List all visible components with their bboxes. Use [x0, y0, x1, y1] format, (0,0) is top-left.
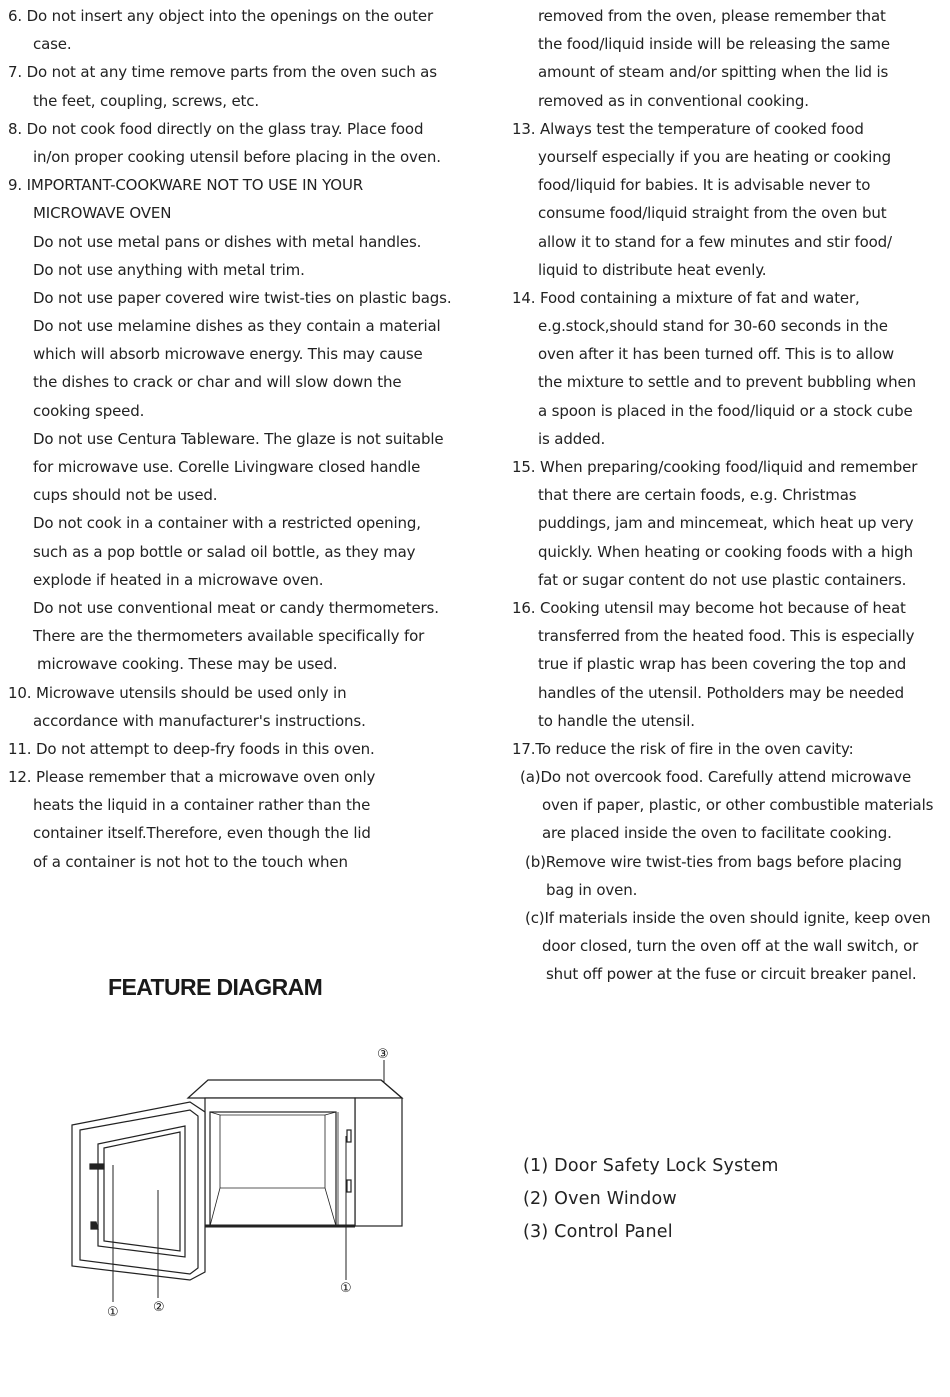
text-line: 12. Please remember that a microwave oven only [8, 768, 376, 787]
text-line: 9. IMPORTANT-COOKWARE NOT TO USE IN YOUR [8, 176, 364, 195]
text-line: fat or sugar content do not use plastic containers. [538, 570, 907, 589]
text-line: There are the thermometers available specifically for [33, 627, 425, 646]
text-line: removed as in conventional cooking. [538, 91, 809, 110]
legend-item: (1) Door Safety Lock System [523, 1156, 779, 1176]
cabinet-top [188, 1080, 402, 1098]
latch-receiver [347, 1180, 351, 1192]
text-line: oven after it has been turned off. This is to allow [538, 345, 894, 364]
text-line: are placed inside the oven to facilitate cooking. [542, 824, 892, 843]
text-line: removed from the oven, please remember that [538, 7, 886, 25]
text-line: 6. Do not insert any object into the openings on the outer [8, 7, 433, 25]
door-hook [90, 1164, 104, 1169]
text-line: case. [33, 35, 72, 54]
text-line: 16. Cooking utensil may become hot because of heat [512, 598, 906, 617]
text-line: handles of the utensil. Potholders may be needed [538, 683, 905, 702]
text-line: is added. [538, 429, 606, 448]
text-line: consume food/liquid straight from the oven but [538, 204, 887, 223]
text-line: that there are certain foods, e.g. Christmas [538, 486, 857, 505]
text-line: quickly. When heating or cooking foods with a high [538, 542, 914, 561]
text-line: such as a pop bottle or salad oil bottle, as they may [33, 542, 416, 561]
text-line: Do not use conventional meat or candy thermometers. [33, 598, 439, 617]
text-line: oven if paper, plastic, or other combustible materials [542, 796, 934, 815]
text-line: (b)Remove wire twist-ties from bags before placing [525, 852, 902, 871]
text-line: accordance with manufacturer's instructions. [33, 711, 366, 730]
text-line: bag in oven. [546, 880, 638, 899]
text-line: 14. Food containing a mixture of fat and water, [512, 288, 860, 307]
callout-oven-window: ② [153, 1300, 165, 1315]
text-line: in/on proper cooking utensil before placing in the oven. [33, 147, 441, 166]
text-line: Do not use metal pans or dishes with metal handles. [33, 232, 422, 251]
text-line: shut off power at the fuse or circuit breaker panel. [546, 965, 917, 984]
legend-item: (3) Control Panel [523, 1222, 673, 1242]
text-line: 11. Do not attempt to deep-fry foods in this oven. [8, 739, 375, 758]
text-line: Do not cook in a container with a restricted opening, [33, 514, 421, 533]
text-line: 13. Always test the temperature of cooked food [512, 119, 864, 138]
text-line: the dishes to crack or char and will slow down the [33, 373, 402, 392]
text-line: the mixture to settle and to prevent bubbling when [538, 373, 916, 392]
text-line: Do not use melamine dishes as they contain a material [33, 317, 441, 336]
text-line: allow it to stand for a few minutes and stir food/ [538, 232, 892, 251]
left-text-column [8, 2, 478, 876]
text-line: 17.To reduce the risk of fire in the oven cavity: [512, 739, 854, 758]
control-panel [355, 1098, 402, 1226]
text-line: of a container is not hot to the touch when [33, 852, 348, 871]
text-line: the food/liquid inside will be releasing the same [538, 35, 890, 54]
text-line: container itself.Therefore, even though the lid [33, 824, 371, 843]
text-line: a spoon is placed in the food/liquid or a stock cube [538, 401, 913, 420]
text-line: puddings, jam and mincemeat, which heat up very [538, 514, 914, 533]
text-line: 8. Do not cook food directly on the glass tray. Place food [8, 119, 424, 138]
text-line: microwave cooking. These may be used. [37, 655, 338, 674]
text-line: 10. Microwave utensils should be used only in [8, 683, 347, 702]
text-line: true if plastic wrap has been covering the top and [538, 655, 907, 674]
text-line: cups should not be used. [33, 486, 218, 505]
text-line: heats the liquid in a container rather than the [33, 796, 371, 815]
text-line: (a)Do not overcook food. Carefully attend microwave [520, 768, 912, 787]
text-line: explode if heated in a microwave oven. [33, 570, 324, 589]
callout-control-panel: ③ [377, 1047, 389, 1062]
right-text-column [512, 2, 948, 989]
feature-diagram-title: FEATURE DIAGRAM [108, 974, 323, 1000]
callout-door-lock-left: ① [107, 1305, 119, 1320]
text-line: Do not use Centura Tableware. The glaze is not suitable [33, 429, 444, 448]
text-line: MICROWAVE OVEN [33, 204, 172, 223]
text-line: 15. When preparing/cooking food/liquid and remember [512, 458, 918, 476]
microwave-diagram [60, 1040, 420, 1330]
callout-door-lock-right: ① [340, 1281, 352, 1296]
text-line: 7. Do not at any time remove parts from the oven such as [8, 63, 437, 82]
text-line: Do not use paper covered wire twist-ties on plastic bags. [33, 288, 452, 307]
text-line: to handle the utensil. [538, 711, 695, 730]
text-line: Do not use anything with metal trim. [33, 260, 305, 279]
text-line: the feet, coupling, screws, etc. [33, 91, 259, 110]
text-line: amount of steam and/or spitting when the lid is [538, 63, 889, 82]
text-line: transferred from the heated food. This is especially [538, 627, 915, 646]
latch-receiver [347, 1130, 351, 1142]
text-line: which will absorb microwave energy. This may cause [33, 345, 423, 364]
text-line: door closed, turn the oven off at the wall switch, or [542, 937, 919, 956]
text-line: liquid to distribute heat evenly. [538, 260, 767, 279]
text-line: (c)If materials inside the oven should ignite, keep oven [525, 909, 931, 927]
text-line: cooking speed. [33, 401, 145, 420]
oven-front [205, 1098, 355, 1226]
text-line: e.g.stock,should stand for 30-60 seconds in the [538, 317, 888, 336]
legend-item: (2) Oven Window [523, 1189, 677, 1209]
text-line: for microwave use. Corelle Livingware closed handle [33, 458, 421, 476]
text-line: food/liquid for babies. It is advisable never to [538, 176, 871, 195]
feature-legend [523, 1150, 779, 1249]
text-line: yourself especially if you are heating or cooking [538, 147, 891, 166]
